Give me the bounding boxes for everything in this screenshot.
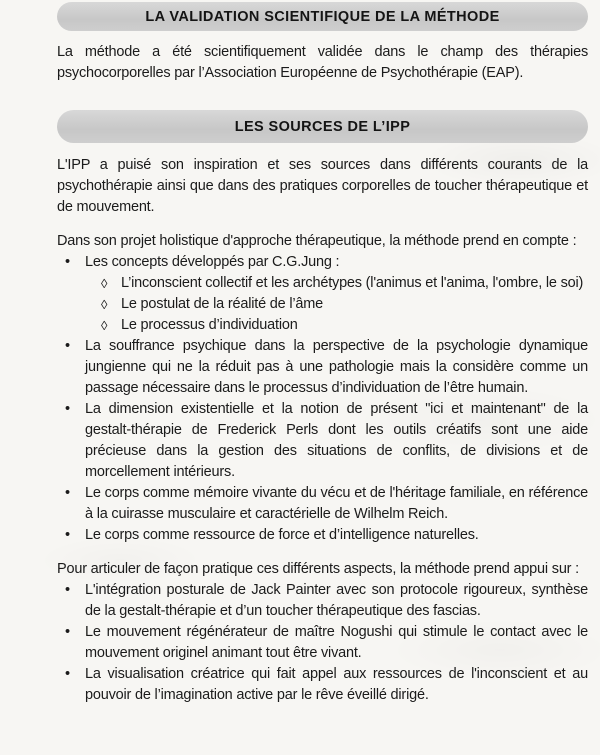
section-title-sources: LES SOURCES DE L’IPP	[234, 118, 411, 135]
section-title-validation: LA VALIDATION SCIENTIFIQUE DE LA MÉTHODE	[145, 8, 500, 25]
bullet-icon: •	[65, 254, 70, 270]
list-item-body-memory	[57, 483, 588, 525]
bullet-icon: •	[65, 582, 70, 598]
list-item-text: Le mouvement régénérateur de maître Nogushi qui stimule le contact avec le mouvement originel animant tout être vivant.	[85, 624, 588, 661]
list-item-psychic-suffering	[57, 336, 588, 399]
list-item-postural-integration	[57, 580, 588, 622]
list-item-regenerative-movement	[57, 622, 588, 664]
list-subitem-soul-postulate	[57, 294, 588, 315]
list-item-body-resource	[57, 525, 588, 546]
list-item-text: Le postulat de la réalité de l’âme	[121, 296, 323, 312]
paragraph-sources-intro: L'IPP a puisé son inspiration et ses sources dans différents courants de la psychothérapie ainsi que dans des pratiques corporelles de toucher thérapeutique et de mouvement.	[57, 157, 588, 215]
section-header-sources	[57, 110, 588, 143]
bullet-icon: •	[65, 624, 70, 640]
list-item-text: La souffrance psychique dans la perspective de la psychologie dynamique jungienne qui ne la réduit pas à une pathologie mais la considère comme un passage nécessaire dans le processus d’individuation de l’être humain.	[85, 338, 588, 396]
list-item-text: La dimension existentielle et la notion de présent "ici et maintenant" de la gestalt-thérapie de Frederick Perls dont les outils créatifs sont une aide précieuse dans la gestion des situations de conflits, de divisions et de morcellement intérieurs.	[85, 401, 588, 480]
list-item-text: Le processus d’individuation	[121, 317, 298, 333]
paragraph-validation-body: La méthode a été scientifiquement validée dans le champ des thérapies psychocorporelles par l’Association Européenne de Psychothérapie (EAP).	[57, 44, 588, 81]
bullet-icon: •	[65, 527, 70, 543]
list-item-creative-visualisation	[57, 664, 588, 706]
bullet-icon: •	[65, 338, 70, 354]
paragraph-practice-lead: Pour articuler de façon pratique ces différents aspects, la méthode prend appui sur :	[57, 561, 579, 577]
diamond-bullet-icon: ◊	[101, 297, 108, 312]
list-item-existential-dimension	[57, 399, 588, 483]
diamond-bullet-icon: ◊	[101, 318, 108, 333]
list-item-text: Le corps comme ressource de force et d’intelligence naturelles.	[85, 527, 479, 543]
list-subitem-individuation-process	[57, 315, 588, 336]
list-item-text: L'intégration posturale de Jack Painter avec son protocole rigoureux, synthèse de la gestalt-thérapie et d’un toucher thérapeutique des fascias.	[85, 582, 588, 619]
paragraph-holistic-lead: Dans son projet holistique d'approche thérapeutique, la méthode prend en compte :	[57, 233, 577, 249]
bullet-icon: •	[65, 401, 70, 417]
list-item-text: Les concepts développés par C.G.Jung :	[85, 254, 340, 270]
list-item-jung-concepts	[57, 252, 588, 273]
list-item-text: La visualisation créatrice qui fait appel aux ressources de l'inconscient et au pouvoir de l’imagination active par le rêve éveillé dirigé.	[85, 666, 588, 703]
list-item-text: L’inconscient collectif et les archétypes (l'animus et l'anima, l'ombre, le soi)	[121, 275, 584, 291]
section-header-validation	[57, 2, 588, 31]
list-item-text: Le corps comme mémoire vivante du vécu et de l'héritage familiale, en référence à la cuirasse musculaire et caractérielle de Wilhelm Reich.	[85, 485, 588, 522]
bullet-icon: •	[65, 485, 70, 501]
diamond-bullet-icon: ◊	[101, 276, 108, 291]
bullet-icon: •	[65, 666, 70, 682]
list-subitem-collective-unconscious	[57, 273, 588, 294]
